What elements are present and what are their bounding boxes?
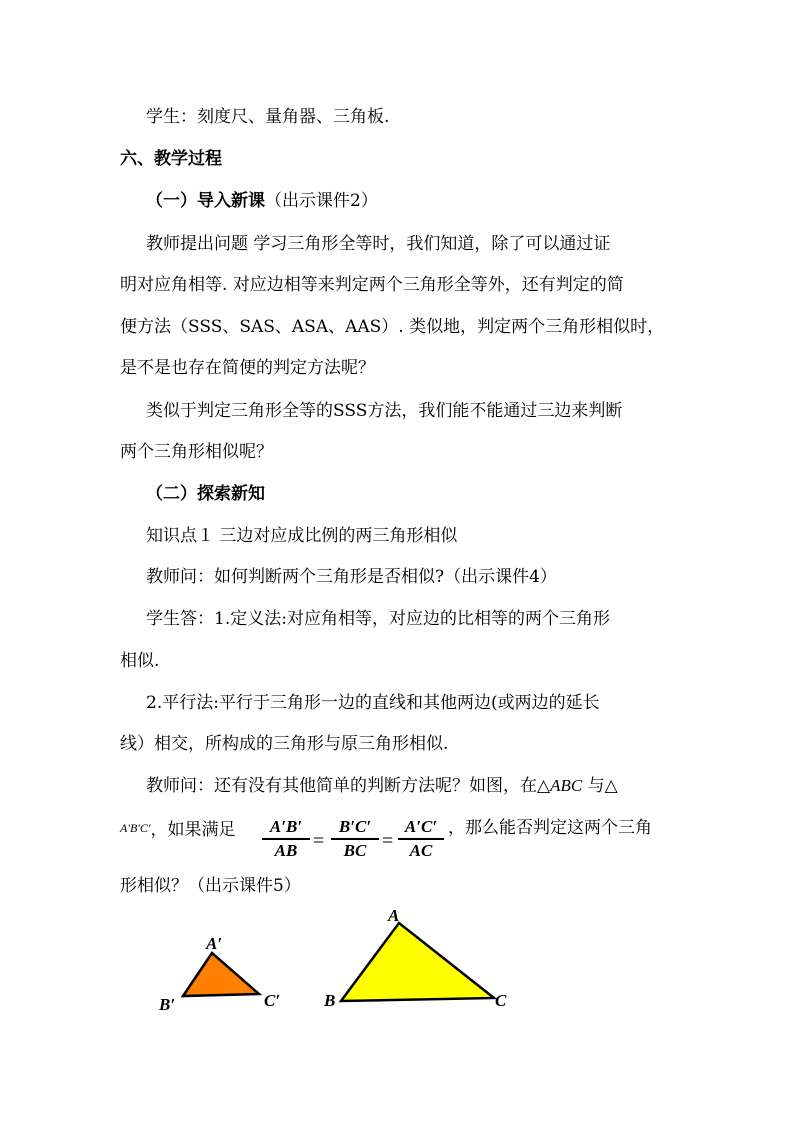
subsection-explore: （二）探索新知 [146, 484, 265, 504]
subsection-intro [146, 190, 378, 212]
ratio-bc-bar [331, 838, 379, 840]
ratio-bc [331, 817, 379, 861]
paragraph-1-line-1: 教师提出问题 学习三角形全等时，我们知道，除了可以通过证 [146, 234, 611, 254]
q2-text-mid: 与△ [582, 776, 618, 796]
student-answer-line-2: 相似. [120, 651, 160, 671]
paragraph-1-line-2: 明对应角相等. 对应边相等来判定两个三角形全等外，还有判定的简 [120, 275, 624, 295]
ratio-ab [262, 817, 310, 861]
paragraph-2-line-1: 类似于判定三角形全等的SSS方法，我们能不能通过三边来判断 [146, 401, 623, 421]
paragraph-1-line-3: 便方法（SSS、SAS、ASA、AAS）. 类似地，判定两个三角形相似时， [120, 317, 665, 337]
q2-triangle-abc-prime: A′B′C′ [120, 821, 151, 835]
parallel-method-line-2: 线）相交，所构成的三角形与原三角形相似. [120, 734, 449, 754]
ratio-bc-numerator: B′C′ [338, 817, 372, 836]
q2-triangle-abc: ABC [550, 776, 583, 795]
large-triangle-label-b: B [324, 991, 336, 1010]
subsection-intro-note: （出示课件2） [265, 191, 378, 211]
small-triangle-label-b: B′ [159, 995, 176, 1014]
parallel-method-line-1: 2.平行法:平行于三角形一边的直线和其他两边(或两边的延长 [146, 693, 600, 713]
q2-text-if: ，如果满足 [150, 820, 236, 840]
ratio-bc-denominator: BC [343, 841, 367, 860]
q2-text-pre: 教师问：还有没有其他简单的判断方法呢？如图，在△ [146, 776, 551, 796]
teacher-question-2-line-2 [120, 817, 236, 841]
large-triangle-label-a: A [388, 906, 400, 925]
teacher-question-2-line-3: 形相似？（出示课件5） [120, 876, 301, 896]
ratio-ac-numerator: A′C′ [404, 817, 438, 836]
paragraph-2-line-2: 两个三角形相似呢？ [120, 442, 273, 462]
ratio-ab-denominator: AB [274, 841, 298, 860]
small-triangle-label-a: A′ [206, 934, 223, 953]
small-triangle-label-c: C′ [264, 991, 281, 1010]
ratio-ac-denominator: AC [409, 841, 433, 860]
paragraph-1-line-4: 是不是也存在简便的判定方法呢？ [120, 358, 375, 378]
equals-sign-2: = [382, 830, 394, 852]
ratio-ab-bar [262, 838, 310, 840]
teacher-question-1: 教师问：如何判断两个三角形是否相似?（出示课件4） [146, 567, 557, 587]
ratio-ab-numerator: A′B′ [269, 817, 303, 836]
subsection-intro-title: （一）导入新课 [146, 191, 265, 211]
equals-sign-1: = [313, 830, 325, 852]
knowledge-point-1: 知识点１ 三边对应成比例的两三角形相似 [146, 526, 458, 546]
small-triangle [183, 953, 259, 996]
ratio-ac-bar [398, 838, 444, 840]
large-triangle-label-c: C [495, 991, 507, 1010]
section-heading-teaching-process: 六、教学过程 [120, 149, 222, 169]
teacher-question-2-line-2-after: ，那么能否判定这两个三角 [448, 818, 652, 838]
large-triangle [341, 923, 494, 1001]
ratio-ac [398, 817, 444, 861]
student-answer-line-1: 学生答：1.定义法:对应角相等，对应边的比相等的两个三角形 [146, 609, 610, 629]
materials-line: 学生：刻度尺、量角器、三角板. [146, 107, 390, 127]
teacher-question-2-line-1 [146, 775, 618, 797]
